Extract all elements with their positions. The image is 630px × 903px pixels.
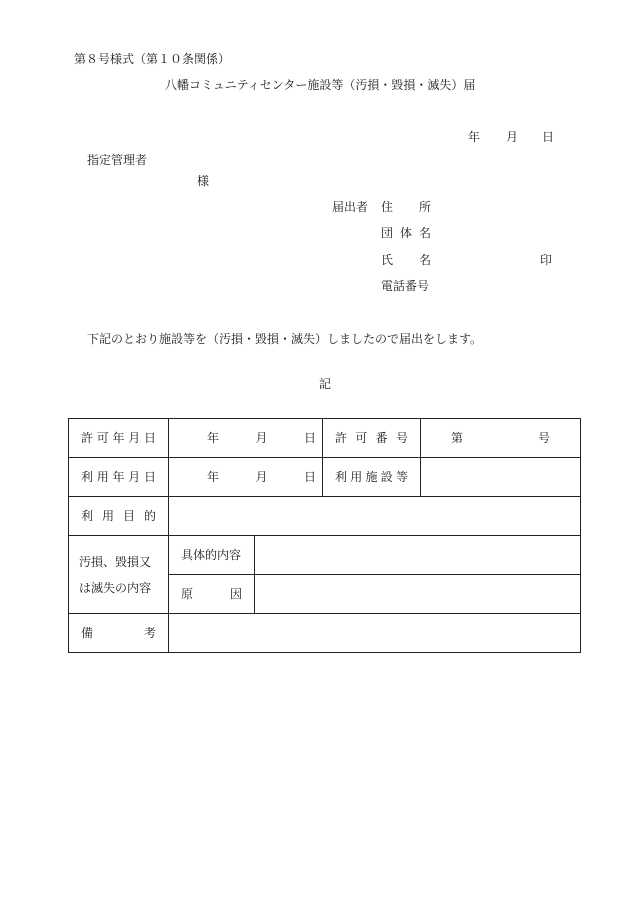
usage-facility-label: 利 用 施 設 等 (323, 458, 421, 497)
group-name-label: 団 体 名 (381, 226, 431, 240)
cause-field[interactable] (255, 575, 581, 614)
table-row (69, 419, 581, 458)
ki-heading: 記 (319, 377, 332, 391)
phone-label: 電話番号 (381, 279, 430, 293)
damage-content-label: 汚損、毀損又 は滅失の内容 (69, 536, 169, 614)
form-number: 第８号様式（第１０条関係） (74, 52, 231, 66)
date-month-label: 月 (506, 130, 519, 144)
usage-purpose-field[interactable] (169, 497, 581, 536)
recipient-honorific: 様 (197, 174, 210, 188)
specific-content-label: 具体的内容 (169, 536, 255, 575)
cause-label: 原 因 (169, 575, 255, 614)
address-label: 住 所 (381, 200, 431, 214)
date-year-label: 年 (468, 130, 481, 144)
table-row (69, 614, 581, 653)
date-day-label: 日 (542, 130, 555, 144)
remarks-field[interactable] (169, 614, 581, 653)
permit-date-label: 許 可 年 月 日 (69, 419, 169, 458)
document-title: 八幡コミュニティセンター施設等（汚損・毀損・滅失）届 (165, 78, 476, 92)
permit-number-field[interactable]: 第 号 (421, 419, 581, 458)
usage-purpose-label: 利 用 目 的 (69, 497, 169, 536)
seal-mark: 印 (540, 253, 553, 267)
specific-content-field[interactable] (255, 536, 581, 575)
usage-facility-field[interactable] (421, 458, 581, 497)
usage-date-label: 利 用 年 月 日 (69, 458, 169, 497)
table-row (69, 458, 581, 497)
person-name-label: 氏 名 (381, 253, 431, 267)
applicant-label: 届出者 (332, 200, 369, 214)
report-table (68, 418, 581, 653)
table-row (69, 536, 581, 575)
permit-number-label: 許 可 番 号 (323, 419, 421, 458)
recipient-name: 指定管理者 (87, 153, 148, 167)
permit-date-field[interactable]: 年 月 日 (169, 419, 323, 458)
remarks-label: 備 考 (69, 614, 169, 653)
usage-date-field[interactable]: 年 月 日 (169, 458, 323, 497)
table-row (69, 497, 581, 536)
statement-text: 下記のとおり施設等を（汚損・毀損・滅失）しましたので届出をします。 (87, 332, 483, 346)
